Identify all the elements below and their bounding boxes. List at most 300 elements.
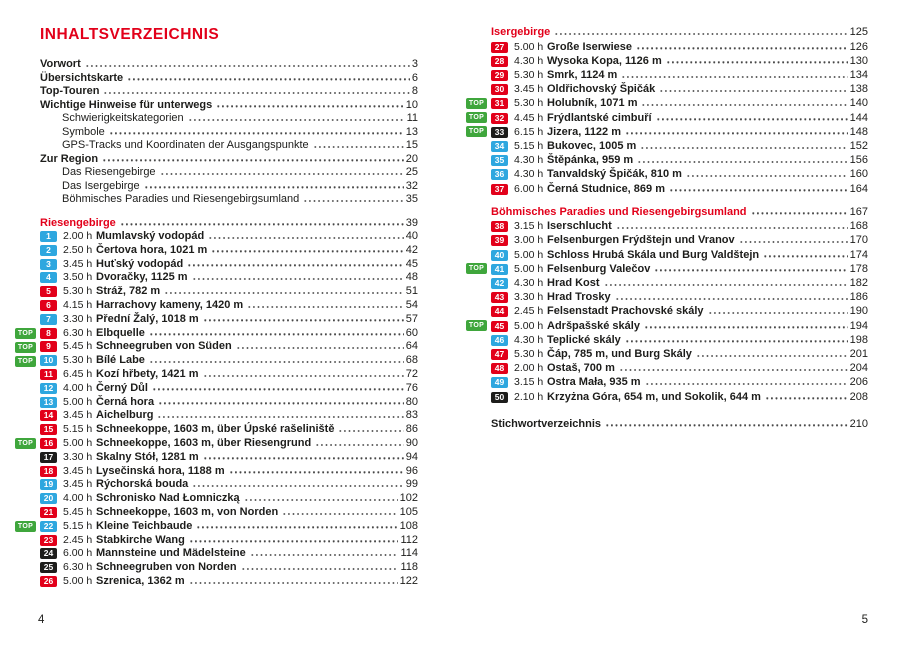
toc-entry-page: 39 [405,216,418,229]
tour-duration: 5.30 h [63,354,93,367]
dot-leader [554,33,847,35]
tour-number-badge: 10 [40,355,57,366]
tour-title: Bukovec, 1005 m [547,139,637,152]
toc-entry [40,153,418,167]
tour-title: Černá Studnice, 869 m [547,182,665,195]
toc-entry-page: 6 [411,71,418,84]
tour-title: Rýchorská bouda [96,478,189,491]
toc-entry [40,217,418,231]
tour-duration: 5.00 h [514,262,544,275]
dot-leader [763,255,848,257]
tour-page: 42 [405,243,418,256]
dot-leader [313,146,404,148]
tour-page: 51 [405,285,418,298]
tour-page: 138 [849,83,868,96]
tour-number-badge: 50 [491,392,508,403]
tour-page: 144 [849,111,868,124]
tour-number-badge: 19 [40,479,57,490]
tour-title: Dvoračky, 1125 m [96,271,188,284]
tour-entry [491,182,868,196]
tour-page: 99 [405,478,418,491]
tour-entry [40,230,418,244]
tour-entry [491,82,868,96]
tour-duration: 2.45 h [63,533,93,546]
tour-duration: 5.00 h [63,395,93,408]
toc-entry-label: Böhmisches Paradies und Riesengebirgsumland [491,205,747,218]
tour-title: Stabkirche Wang [96,533,185,546]
tour-entry [491,40,868,54]
tour-duration: 3.30 h [63,450,93,463]
tour-number-badge: 30 [491,84,508,95]
tour-number-badge: 11 [40,369,57,380]
toc-entry-label: Symbole [62,125,105,138]
toc-entry [491,206,868,220]
tour-page: 54 [405,298,418,311]
dot-leader [636,47,848,49]
tour-duration: 3.30 h [514,291,544,304]
tour-page: 186 [849,291,868,304]
tour-duration: 4.30 h [514,154,544,167]
tour-number-badge: 36 [491,169,508,180]
tour-title: Jizera, 1122 m [547,125,622,138]
tour-number-badge: 41 [491,264,508,275]
tour-duration: 5.15 h [514,139,544,152]
tour-title: Elbquelle [96,326,145,339]
tour-entry [491,153,868,167]
top-badge: TOP [15,521,36,532]
top-badge: TOP [466,98,487,109]
toc-entry [40,72,418,86]
toc-entry-label: Vorwort [40,58,81,70]
dot-leader [315,444,404,446]
tour-number-badge: 44 [491,306,508,317]
tour-duration: 5.15 h [63,423,93,436]
tour-title: Schneekoppe, 1603 m, über Úpské rašeliniště [96,423,335,436]
dot-leader [188,119,405,121]
toc-entry-label: Das Riesengebirge [62,166,156,178]
dot-leader [303,200,404,202]
tour-number-badge: 45 [491,321,508,332]
tour-page: 72 [405,367,418,380]
tour-number-badge: 43 [491,292,508,303]
toc-entry [491,26,868,40]
tour-number-badge: 47 [491,349,508,360]
tour-title: Čertova hora, 1021 m [96,243,208,256]
dot-leader [189,582,398,584]
dot-leader [751,212,848,214]
toc-entry [491,418,868,432]
tour-page: 134 [849,68,868,81]
tour-page: 198 [849,333,868,346]
tour-duration: 2.10 h [514,390,544,403]
dot-leader [656,118,848,120]
tour-title: Čáp, 785 m, und Burg Skály [547,348,692,361]
tour-number-badge: 17 [40,452,57,463]
toc-entry-page: 10 [405,98,418,111]
dot-leader [192,485,403,487]
tour-title: Mannsteine und Mädelsteine [96,547,246,560]
tour-entry [40,244,418,258]
top-badge: TOP [466,263,487,274]
tour-entry [491,290,868,304]
tour-title: Bílé Labe [96,354,145,367]
tour-page: 76 [405,381,418,394]
tour-entry [491,304,868,318]
tour-page: 140 [849,97,868,110]
dot-leader [247,306,404,308]
tour-entry [491,347,868,361]
tour-entry [468,319,868,333]
tour-page: 112 [400,533,418,546]
tour-duration: 3.45 h [63,464,93,477]
tour-number-badge: 22 [40,521,57,532]
page-number-left: 4 [38,614,45,626]
tour-entry [491,167,868,181]
dot-leader [765,397,848,399]
tour-number-badge: 5 [40,286,57,297]
tour-duration: 3.45 h [514,83,544,96]
dot-leader [203,319,404,321]
tour-number-badge: 35 [491,155,508,166]
tour-duration: 5.45 h [63,340,93,353]
tour-title: Krzyżna Góra, 654 m, und Sokolik, 644 m [547,390,761,403]
dot-leader [160,173,404,175]
toc-entry-page: 8 [411,85,418,97]
tour-number-badge: 27 [491,42,508,53]
tour-number-badge: 7 [40,314,57,325]
front-matter-list [40,58,418,207]
tour-entry [40,534,418,548]
left-tour-sections [17,216,418,589]
tour-title: Smrk, 1124 m [547,68,618,81]
tour-title: Schloss Hrubá Skála und Burg Valdštejn [547,248,760,261]
tour-page: 164 [849,182,868,195]
tour-entry [17,436,418,451]
top-badge: TOP [466,112,487,123]
dot-leader [666,61,848,63]
tour-title: Schneegruben von Norden [96,561,237,574]
dot-leader [229,471,404,473]
tour-entry [17,326,418,341]
dot-leader [196,526,397,528]
toc-entry-label: Übersichtskarte [40,71,124,84]
tour-page: 40 [405,230,418,242]
tour-entry [468,111,868,125]
tour-number-badge: 33 [491,127,508,138]
tour-page: 152 [849,139,868,152]
tour-entry [17,354,418,368]
tour-duration: 5.45 h [63,505,93,518]
toc-entry [40,193,418,207]
tour-page: 178 [849,262,868,275]
tour-page: 148 [849,125,868,138]
tour-duration: 3.45 h [63,257,93,270]
tour-entry [40,561,418,575]
tour-number-badge: 48 [491,363,508,374]
dot-leader [669,189,848,191]
dot-leader [158,402,404,404]
tour-entry [491,361,868,375]
tour-duration: 6.45 h [63,367,93,380]
right-page [468,26,868,632]
tour-number-badge: 14 [40,410,57,421]
toc-entry [40,58,418,72]
tour-title: Szrenica, 1362 m [96,574,185,587]
tour-page: 90 [405,436,418,449]
tour-title: Ostaš, 700 m [547,362,615,375]
tour-entry [468,262,868,276]
tour-number-badge: 6 [40,300,57,311]
tour-page: 190 [849,305,868,318]
toc-entry-page: 32 [405,179,418,192]
tour-duration: 5.00 h [63,574,93,587]
tour-title: Iserschlucht [547,220,612,233]
dot-leader [621,76,847,78]
toc-entry-page: 15 [405,139,418,151]
tour-title: Přední Žalý, 1018 m [96,312,199,325]
tour-number-badge: 12 [40,383,57,394]
index-entry-container [491,418,868,432]
tour-page: 182 [849,277,868,290]
tour-duration: 6.00 h [514,182,544,195]
toc-entry-page: 25 [405,166,418,178]
tour-page: 102 [399,492,418,505]
dot-leader [625,340,848,342]
tour-entry [491,233,868,247]
dot-leader [338,430,403,432]
tour-number-badge: 25 [40,562,57,573]
tour-number-badge: 42 [491,278,508,289]
dot-leader [192,278,404,280]
dot-leader [187,264,404,266]
tour-number-badge: 1 [40,231,57,242]
tour-entry [40,299,418,313]
dot-leader [102,159,404,161]
tour-title: Holubník, 1071 m [547,97,638,110]
tour-page: 96 [405,464,418,477]
toc-entry [40,139,418,153]
tour-title: Skalny Stół, 1281 m [96,450,199,463]
dot-leader [120,223,404,225]
dot-leader [696,355,848,357]
tour-entry [40,478,418,492]
tour-duration: 5.00 h [63,436,93,449]
dot-leader [625,132,848,134]
top-badge: TOP [15,438,36,449]
tour-page: 108 [399,519,418,532]
tour-title: Huťský vodopád [96,257,184,270]
toc-entry-label: Stichwortverzeichnis [491,417,602,430]
page-title: INHALTSVERZEICHNIS [40,26,220,43]
tour-duration: 5.00 h [514,248,544,261]
tour-duration: 2.00 h [63,230,93,242]
tour-page: 160 [849,168,868,181]
tour-title: Felsenstadt Prachovské skály [547,305,704,318]
tour-duration: 4.00 h [63,492,93,505]
tour-duration: 4.30 h [514,168,544,181]
toc-entry [40,166,418,180]
tour-duration: 4.30 h [514,333,544,346]
tour-entry [491,390,868,404]
tour-title: Schneekoppe, 1603 m, über Riesengrund [96,436,312,449]
tour-title: Adršpašské skály [547,319,640,332]
tour-title: Černá hora [96,395,155,408]
dot-leader [208,237,404,239]
tour-page: 60 [405,326,418,339]
tour-entry [491,139,868,153]
tour-duration: 3.00 h [514,234,544,247]
tour-number-badge: 18 [40,466,57,477]
dot-leader [144,186,404,188]
toc-entry-page: 13 [405,125,418,138]
toc-entry-label: Zur Region [40,152,99,165]
tour-entry [40,382,418,396]
dot-leader [203,457,404,459]
toc-entry [40,126,418,140]
dot-leader [189,540,399,542]
tour-number-badge: 8 [40,328,57,339]
tour-title: Stráž, 782 m [96,285,161,298]
tour-page: 170 [849,234,868,247]
tour-duration: 6.30 h [63,561,93,574]
toc-entry [40,99,418,113]
tour-duration: 4.30 h [514,54,544,67]
dot-leader [644,326,848,328]
tour-title: Černý Důl [96,381,148,394]
tour-duration: 6.00 h [63,547,93,560]
toc-entry-page: 167 [849,205,868,218]
tour-title: Oldřichovský Špičák [547,83,656,96]
tour-duration: 3.30 h [63,312,93,325]
tour-title: Große Iserwiese [547,40,632,53]
tour-title: Kozí hřbety, 1421 m [96,367,199,380]
toc-entry-page: 210 [849,417,868,430]
tour-number-badge: 32 [491,113,508,124]
tour-page: 45 [405,257,418,270]
dot-leader [604,284,848,286]
tour-page: 105 [399,505,418,518]
tour-number-badge: 20 [40,493,57,504]
dot-leader [244,499,398,501]
tour-page: 208 [849,390,868,403]
tour-entry [491,68,868,82]
tour-title: Štěpánka, 959 m [547,154,634,167]
dot-leader [605,424,848,426]
tour-page: 83 [405,409,418,422]
dot-leader [282,513,397,515]
tour-entry [491,276,868,290]
dot-leader [85,65,410,67]
top-badge: TOP [15,342,36,353]
tour-number-badge: 9 [40,341,57,352]
tour-duration: 3.50 h [63,271,93,284]
tour-page: 130 [849,54,868,67]
tour-duration: 4.30 h [514,277,544,290]
tour-duration: 5.00 h [514,40,544,53]
tour-page: 57 [405,312,418,325]
tour-entry [468,125,868,139]
tour-entry [17,519,418,534]
toc-entry-page: 11 [406,112,418,124]
tour-entry [40,258,418,272]
tour-page: 122 [399,574,418,587]
tour-entry [40,409,418,423]
tour-title: Teplické skály [547,333,621,346]
tour-entry [40,313,418,327]
toc-entry [40,85,418,99]
tour-number-badge: 26 [40,576,57,587]
toc-entry-label: Isergebirge [491,26,551,38]
dot-leader [615,298,848,300]
tour-title: Felsenburgen Frýdštejn und Vranov [547,234,735,247]
tour-page: 168 [849,220,868,233]
tour-page: 194 [849,319,868,332]
tour-page: 118 [400,561,418,574]
top-badge: TOP [466,320,487,331]
dot-leader [211,250,403,252]
dot-leader [654,269,847,271]
tour-title: Schneegruben von Süden [96,340,232,353]
tour-entry [40,396,418,410]
dot-leader [616,227,848,229]
tour-page: 201 [849,348,868,361]
tour-number-badge: 38 [491,221,508,232]
dot-leader [149,361,404,363]
tour-number-badge: 46 [491,335,508,346]
tour-entry [491,248,868,262]
toc-entry [40,180,418,194]
toc-entry-label: Schwierigkeitskategorien [62,112,184,124]
toc-entry-label: Wichtige Hinweise für unterwegs [40,98,213,111]
tour-number-badge: 39 [491,235,508,246]
tour-entry [40,423,418,437]
tour-duration: 5.00 h [514,319,544,332]
tour-page: 86 [405,423,418,436]
tour-title: Tanvaldský Špičák, 810 m [547,168,682,181]
tour-number-badge: 28 [491,56,508,67]
dot-leader [686,175,848,177]
tour-duration: 6.30 h [63,326,93,339]
tour-duration: 2.00 h [514,362,544,375]
toc-entry-page: 3 [411,58,418,70]
dot-leader [659,90,847,92]
page-number-right: 5 [861,614,868,626]
tour-title: Frýdlantské cimbuří [547,111,652,124]
tour-duration: 3.45 h [63,478,93,491]
tour-entry [40,492,418,506]
dot-leader [109,132,404,134]
left-page [17,26,418,632]
tour-title: Schneekoppe, 1603 m, von Norden [96,505,279,518]
tour-number-badge: 23 [40,535,57,546]
dot-leader [216,105,403,107]
top-badge: TOP [15,328,36,339]
tour-title: Wysoka Kopa, 1126 m [547,54,662,67]
tour-page: 174 [849,248,868,261]
toc-entry-page: 35 [405,193,418,205]
tour-title: Hrad Kost [547,277,600,290]
tour-title: Aichelburg [96,409,154,422]
top-badge: TOP [15,356,36,367]
toc-entry-label: Böhmisches Paradies und Riesengebirgsumland [62,193,300,205]
tour-entry [491,333,868,347]
tour-number-badge: 4 [40,272,57,283]
tour-duration: 3.15 h [514,220,544,233]
tour-title: Hrad Trosky [547,291,611,304]
tour-duration: 5.15 h [63,519,93,532]
tour-entry [40,506,418,520]
dot-leader [637,161,847,163]
